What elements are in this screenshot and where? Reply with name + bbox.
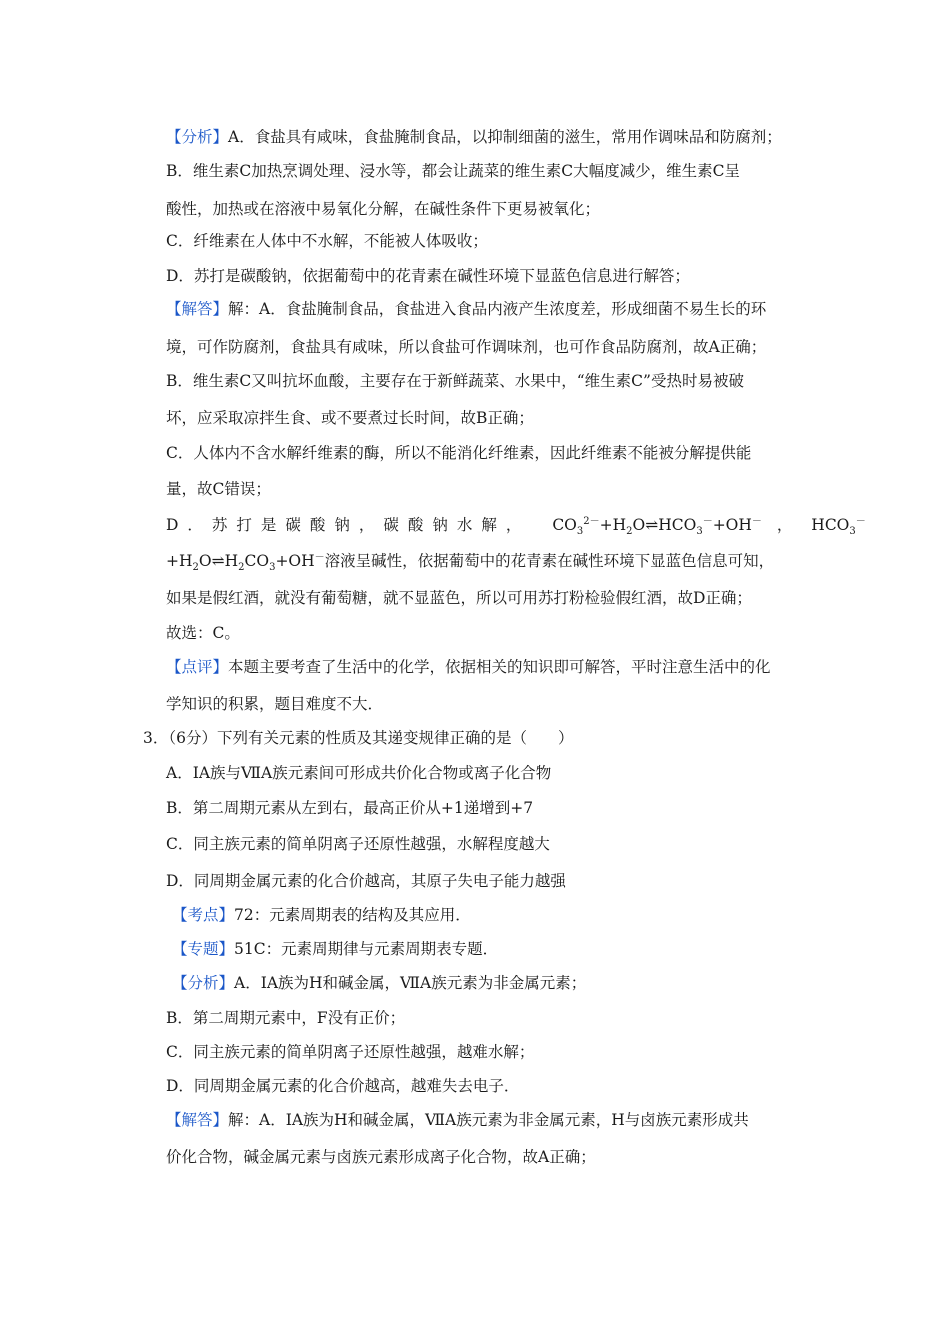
q2-analysis-line-4: C．纤维素在人体中不水解，不能被人体吸收；	[166, 232, 488, 250]
q2-answer-line-8	[166, 550, 774, 572]
answer-tag: 【解答】	[166, 1111, 229, 1129]
q2-answer-line-10: 故选：C。	[166, 624, 240, 642]
q2-analysis-text-1: A．食盐具有咸味，食盐腌制食品，以抑制细菌的滋生，常用作调味品和防腐剂；	[228, 128, 782, 146]
q2-comment-line-1	[166, 656, 771, 678]
q2-answer-text-8: 溶液呈碱性，依据葡萄中的花青素在碱性环境下显蓝色信息可知，	[324, 552, 775, 570]
q2-analysis-line-3: 酸性，加热或在溶液中易氧化分解，在碱性条件下更易被氧化；	[166, 200, 601, 218]
q2-answer-line-1	[166, 298, 766, 320]
q2-answer-line-7: D．苏打是碳酸钠，碳酸钠水解， $CO_3^{2-}+H_2O\rightleftharpoons HCO_3^-+OH^-$ ， $HCO_3^-$	[166, 515, 866, 538]
chemical-equation-2: $+H_2O\rightleftharpoons H_2CO_3+OH^-$	[166, 551, 325, 574]
q2-analysis-line-2: B．维生素C加热烹调处理、浸水等，都会让蔬菜的维生素C大幅度减少，维生素C呈	[166, 162, 740, 180]
chemical-formula-hco3: $HCO_3^-$	[811, 515, 866, 538]
q2-answer-line-6: 量，故C错误；	[166, 480, 271, 498]
q3-answer-text-1: 解：A．ⅠA族为H和碱金属，ⅦA族元素为非金属元素，H与卤族元素形成共	[228, 1111, 749, 1129]
q2-answer-line-4: 坏，应采取凉拌生食、或不要煮过长时间，故B正确；	[166, 409, 534, 427]
q3-option-a: A．ⅠA族与ⅦA族元素间可形成共价化合物或离子化合物	[166, 764, 552, 782]
chemical-equation-1: $CO_3^{2-}+H_2O\rightleftharpoons HCO_3^-+OH^-$	[552, 515, 762, 538]
q3-option-b: B．第二周期元素从左到右，最高正价从+1递增到+7	[166, 799, 534, 817]
q2-answer-text-7: D．苏打是碳酸钠，碳酸钠水解，	[166, 516, 531, 534]
q2-comment-line-2: 学知识的积累，题目难度不大．	[166, 695, 384, 713]
q2-answer-line-5: C．人体内不含水解纤维素的酶，所以不能消化纤维素，因此纤维素不能被分解提供能	[166, 444, 752, 462]
q3-kaodian-text: 72：元素周期表的结构及其应用．	[234, 906, 471, 924]
q3-answer-line-2: 价化合物，碱金属元素与卤族元素形成离子化合物，故A正确；	[166, 1148, 596, 1166]
q2-answer-line-2: 境，可作防腐剂，食盐具有咸味，所以食盐可作调味剂，也可作食品防腐剂，故A正确；	[166, 338, 767, 356]
answer-tag: 【解答】	[166, 300, 229, 318]
q2-comment-text-1: 本题主要考查了生活中的化学，依据相关的知识即可解答，平时注意生活中的化	[228, 658, 771, 676]
kaodian-tag: 【考点】	[172, 906, 235, 924]
q3-analysis-line-3: C．同主族元素的简单阴离子还原性越强，越难水解；	[166, 1043, 535, 1061]
q3-answer-line-1	[166, 1109, 749, 1131]
q3-stem: 3．（6分）下列有关元素的性质及其递变规律正确的是（ ）	[143, 729, 574, 747]
q2-answer-text-1: 解：A．食盐腌制食品，食盐进入食品内液产生浓度差，形成细菌不易生长的环	[228, 300, 767, 318]
q3-analysis-text-1: A．ⅠA族为H和碱金属，ⅦA族元素为非金属元素；	[234, 974, 587, 992]
q3-analysis-line-4: D．同周期金属元素的化合价越高，越难失去电子．	[166, 1077, 520, 1095]
q2-analysis-line-5: D．苏打是碳酸钠，依据葡萄中的花青素在碱性环境下显蓝色信息进行解答；	[166, 267, 690, 285]
q2-analysis-line-1	[166, 126, 782, 148]
q3-option-c: C．同主族元素的简单阴离子还原性越强，水解程度越大	[166, 835, 550, 853]
q3-option-d: D．同周期金属元素的化合价越高，其原子失电子能力越强	[166, 872, 566, 890]
comment-tag: 【点评】	[166, 658, 229, 676]
q3-zhuanti-text: 51C：元素周期律与元素周期表专题．	[234, 940, 499, 958]
analysis-tag: 【分析】	[166, 128, 229, 146]
analysis-tag: 【分析】	[172, 974, 235, 992]
q3-analysis-line-2: B．第二周期元素中，F没有正价；	[166, 1009, 406, 1027]
q3-kaodian	[172, 904, 471, 926]
zhuanti-tag: 【专题】	[172, 940, 235, 958]
q2-answer-line-9: 如果是假红酒，就没有葡萄糖，就不显蓝色，所以可用苏打粉检验假红酒，故D正确；	[166, 589, 752, 607]
q3-analysis-line-1	[172, 972, 586, 994]
q2-answer-line-3: B．维生素C又叫抗坏血酸，主要存在于新鲜蔬菜、水果中，“维生素C”受热时易被破	[166, 372, 744, 390]
q3-zhuanti	[172, 938, 498, 960]
